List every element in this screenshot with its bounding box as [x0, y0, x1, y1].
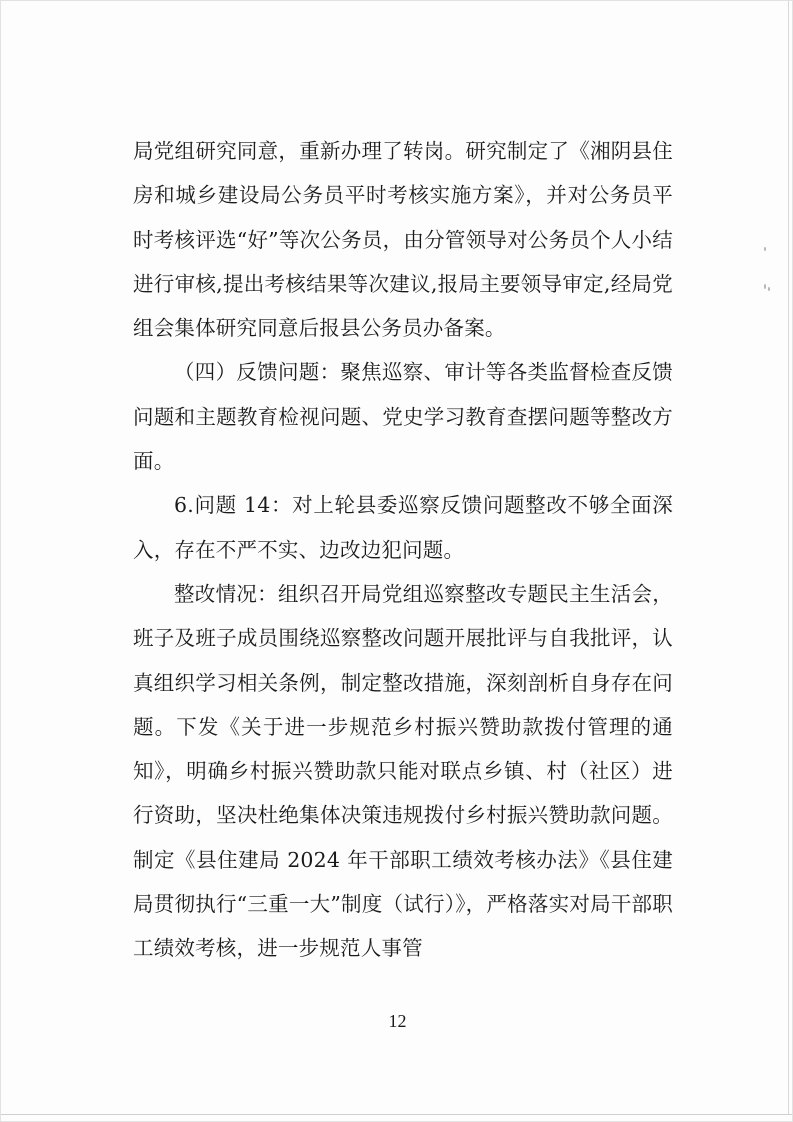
- document-body: [133, 129, 673, 971]
- scan-speck: [764, 247, 766, 251]
- page-number: 12: [388, 1011, 407, 1031]
- paragraph-issue-14: 6.问题 14：对上轮县委巡察反馈问题整改不够全面深入，存在不严不实、边改边犯问题。: [133, 493, 673, 562]
- paragraph-rectification-status: 整改情况：组织召开局党组巡察整改专题民主生活会，班子及班子成员围绕巡察整改问题开展批评与自我批评，认真组织学习相关条例，制定整改措施，深刻剖析自身存在问题。下发《关于进一步规范乡村振兴赞助款拨付管理的通知》，明确乡村振兴赞助款只能对联点乡镇、村（社区）进行资助，坚决杜绝集体决策违规拨付乡村振兴赞助款问题。制定《县住建局 2024 年干部职工绩效考核办法》《县住建局贯彻执行“三重一大”制度（试行）》，严格落实对局干部职工绩效考核，进一步规范人事管: [133, 581, 673, 961]
- scan-speck: [764, 284, 766, 289]
- scan-speck: [768, 287, 770, 291]
- scan-edge-right: [788, 1, 789, 1115]
- paragraph-feedback-issue-heading: （四）反馈问题：聚焦巡察、审计等各类监督检查反馈问题和主题教育检视问题、党史学习教育查摆问题等整改方面。: [133, 360, 673, 474]
- scan-edge-bottom: [1, 1114, 792, 1115]
- paragraph-continuation: 局党组研究同意，重新办理了转岗。研究制定了《湘阴县住房和城乡建设局公务员平时考核实施方案》，并对公务员平时考核评选“好”等次公务员，由分管领导对公务员个人小结进行审核,提出考核结果等次建议,报局主要领导审定,经局党组会集体研究同意后报县公务员办备案。: [133, 139, 673, 341]
